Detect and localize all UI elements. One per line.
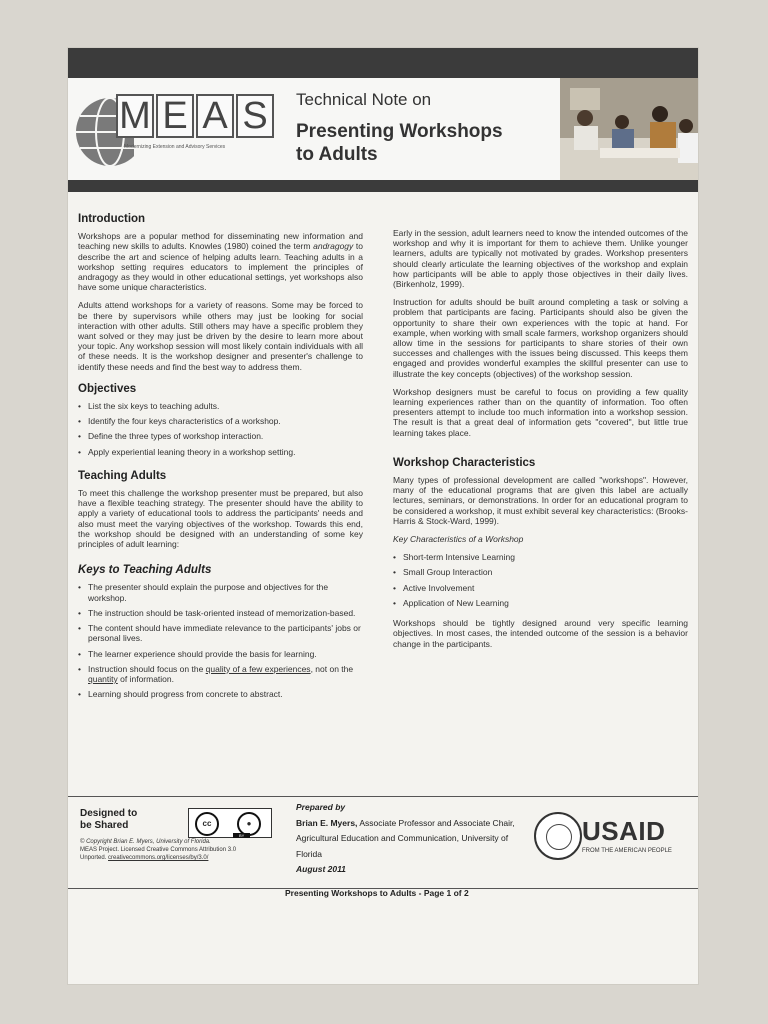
list-item: • The presenter should explain the purpose and objectives for the workshop. (78, 582, 363, 602)
attribution-icon: ● (237, 812, 261, 836)
intro-heading: Introduction (78, 213, 146, 225)
usaid-logo: USAID (582, 816, 666, 846)
list-item: • Application of New Learning (393, 598, 688, 608)
shared-line-1: Designed to (80, 808, 138, 819)
title-line-2: to Adults (296, 144, 378, 165)
copyright-line-3 (80, 854, 290, 862)
author-title: Associate Professor and Associate Chair, Agricultural Education and Communication, University of Florida (296, 817, 515, 859)
logo-subtitle: Modernizing Extension and Advisory Services (124, 144, 226, 150)
teaching-adults-heading: Teaching Adults (78, 469, 167, 482)
footer-divider (68, 796, 698, 797)
list-item: • List the six keys to teaching adults. (78, 401, 363, 411)
prepared-by-label: Prepared by (296, 802, 346, 812)
intro-p1-andragogy: andragogy (313, 241, 354, 252)
key-characteristics-subheading: Key Characteristics of a Workshop (393, 534, 524, 545)
intro-p1-text-a: Workshops are a popular method for disseminating new information and teaching new skills to adults. Knowles (1980) coined the term (78, 231, 363, 252)
objectives-list (78, 401, 363, 457)
right-paragraph-1: Early in the session, adult learners need to know the intended outcomes of the workshop and why it is important for them to achieve them. Unlike younger learners, adults are typically not motivated by grades. Workshop presenters should clearly articulate the learning objectives of the workshop and explain how participants will be able to apply those objectives in their daily lives. (Birkenholz, 1999). (393, 228, 688, 290)
workshop-characteristics-paragraph: Many types of professional development are called "workshops". However, many of the educational programs that are given this label are actually lectures, seminars, or demonstrations. In order for an educational program to be considered a workshop, it must exhibit several key characteristics: (Brooks-Harris & Stock-Ward, 1999). (393, 475, 688, 526)
title-line-1: Presenting Workshops (296, 121, 503, 142)
by-label: BY (233, 833, 250, 838)
author-info (296, 816, 516, 863)
author-name: Brian E. Myers, (296, 817, 358, 828)
left-column (78, 214, 363, 709)
teaching-adults-paragraph: To meet this challenge the workshop presenter must be prepared, but also have a flexible teaching strategy. The presenter should have the ability to apply a variety of educational tools to address the participants' needs and also must meet the varying objectives of the workshop. Towards this end, the workshop should be designed with an understanding of some key principles of adult learning: (78, 488, 363, 550)
right-paragraph-2: Instruction for adults should be built around completing a task or solving a problem that participants are facing. Participants should also be given the opportunity to share their own experiences with the topic at hand. For example, when working with small scale farmers, workshop organizers should allow time in the sessions for participants to share stories of their own successes and challenges with the issues being discussed. This keeps them engaged and provides wonderful examples the skillful presenter can use to illustrate the key concepts (objectives) of the workshop session. (393, 297, 688, 379)
right-column (393, 228, 688, 657)
page-footer-label: Presenting Workshops to Adults - Page 1 of 2 (285, 888, 469, 898)
key5-underline-1: quality of a few experiences (205, 663, 311, 674)
copyright-notice (80, 838, 290, 862)
keys-heading: Keys to Teaching Adults (78, 564, 212, 577)
usaid-tagline: FROM THE AMERICAN PEOPLE (582, 848, 672, 854)
right-paragraph-3: Workshop designers must be careful to focus on providing a few quality learning experiences rather than on the quantity of information. Too often presenters attempt to include too much information into a workshop session. The result is that a great deal of information gets "covered", but little true learning takes place. (393, 386, 688, 438)
workshop-characteristics-closing: Workshops should be tightly designed around very specific learning objectives. In most cases, the intended outcome of the session is a behavior change in the participants. (393, 618, 688, 649)
prepared-by-block (296, 800, 516, 878)
license-link[interactable]: creativecommons.org/licenses/by/3.0/ (108, 855, 209, 861)
logo-letter-m: M (116, 94, 154, 138)
key5-text-b: , not on the (310, 663, 354, 674)
workshop-photo (560, 78, 698, 180)
document-page (68, 48, 698, 984)
intro-p1-text-b: to describe the art and science of helping adults learn. Teaching adults in a workshop setting requires educators to implement the principles of andragogy as they would in other educational settings, yet workshops also have some unique characteristics. (78, 241, 363, 293)
usaid-seal-icon (534, 812, 582, 860)
list-item: • Short-term Intensive Learning (393, 552, 688, 562)
seal-inner-ring (546, 824, 572, 850)
logo-letter-a: A (196, 94, 234, 138)
header-bottom-band (68, 180, 698, 192)
characteristics-list (393, 552, 688, 608)
list-item (78, 664, 363, 684)
logo-letter-s: S (236, 94, 274, 138)
copyright-line-1: © Copyright Brian E. Myers, University of Florida. (80, 839, 211, 845)
shared-line-2: be Shared (80, 820, 129, 831)
list-item: • Define the three types of workshop interaction. (78, 431, 363, 441)
publication-date: August 2011 (296, 864, 346, 874)
list-item: • Apply experiential leaning theory in a workshop setting. (78, 447, 363, 457)
keys-list (78, 582, 363, 699)
list-item: • The learner experience should provide the basis for learning. (78, 649, 363, 659)
cc-icon: cc (195, 812, 219, 836)
objectives-heading: Objectives (78, 382, 137, 395)
key5-underline-2: quantity (88, 673, 118, 684)
intro-paragraph-1 (78, 231, 363, 292)
list-item: • Identify the four keys characteristics of a workshop. (78, 416, 363, 426)
document-title (296, 120, 556, 166)
intro-paragraph-2: Adults attend workshops for a variety of reasons. Some may be forced to be there by supervisors while others may just be looking for social interaction with other adults. Still others may have a specific problem they want solved or they may just be driven by the desire to learn more about your topic. Any workshop session will most likely contain individuals with all of these needs. It is the workshop designer and presenter's challenge to identify these needs and find the best way to address them. (78, 300, 363, 372)
meas-logo (74, 86, 274, 178)
key5-text-c: of information. (117, 673, 175, 684)
list-item: • The content should have immediate relevance to the participants' jobs or personal lives. (78, 623, 363, 643)
logo-letter-e: E (156, 94, 194, 138)
workshop-characteristics-heading: Workshop Characteristics (393, 456, 536, 469)
logo-letters (116, 94, 276, 138)
copyright-line-2: MEAS Project. Licensed Creative Commons Attribution 3.0 (80, 847, 237, 853)
header (68, 78, 698, 180)
list-item: • Small Group Interaction (393, 567, 688, 577)
copyright-line-3-text: Unported. (80, 855, 109, 861)
list-item: • Active Involvement (393, 583, 688, 593)
tech-note-label: Technical Note on (296, 90, 432, 109)
creative-commons-badge (188, 808, 272, 838)
key5-text-a: Instruction should focus on the (88, 663, 206, 674)
header-top-band (68, 48, 698, 78)
workshop-photo-image (560, 78, 698, 180)
list-item: • Learning should progress from concrete to abstract. (78, 689, 363, 699)
designed-to-be-shared (80, 808, 170, 832)
list-item: • The instruction should be task-oriented instead of memorization-based. (78, 608, 363, 618)
